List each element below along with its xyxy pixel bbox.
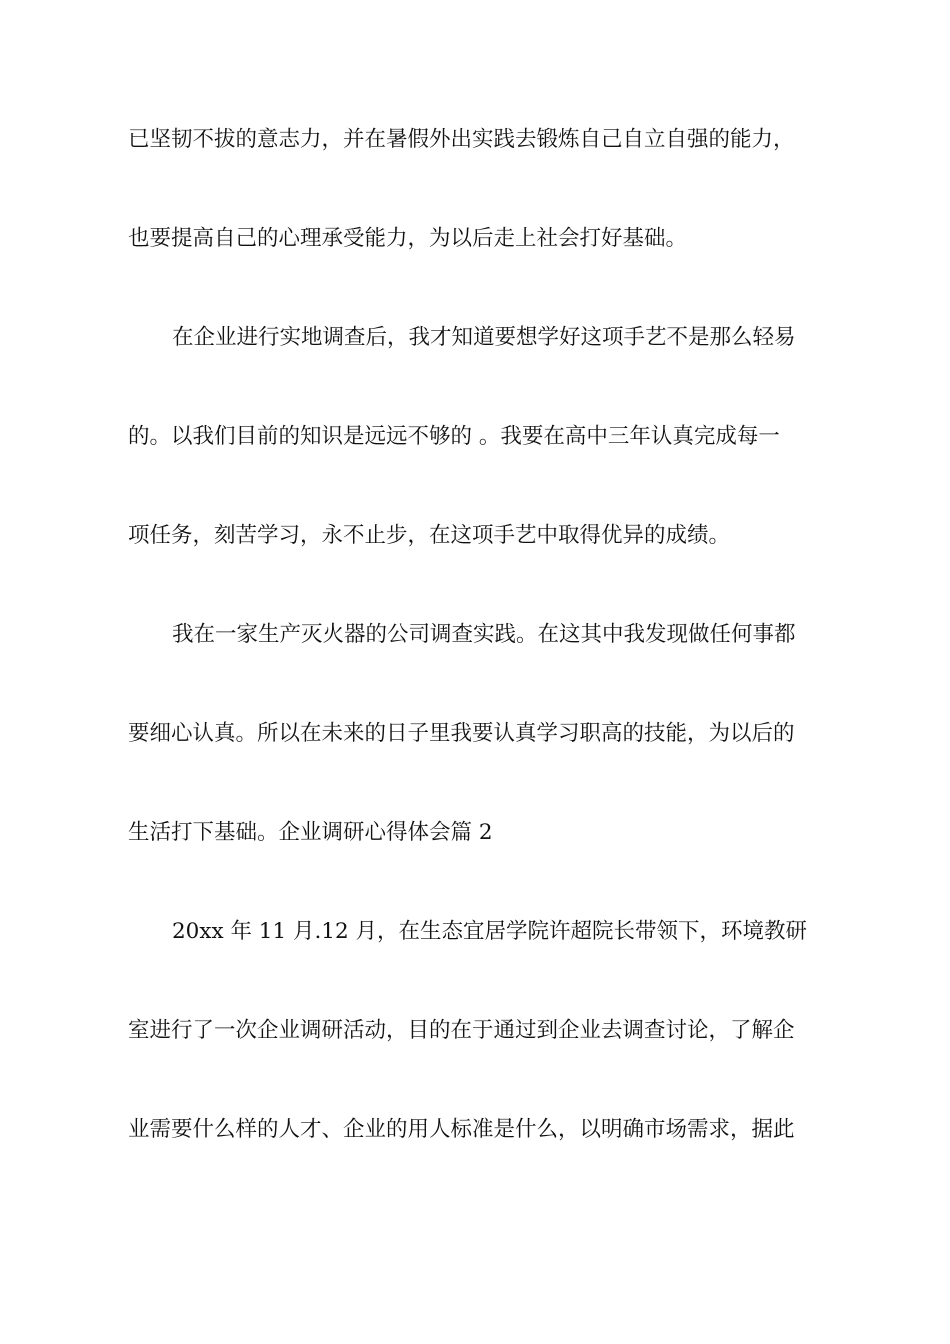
text-line-with-section-title: 生活打下基础。企业调研心得体会篇 2 <box>128 820 493 845</box>
paragraph-start-line: 在企业进行实地调查后，我才知道要想学好这项手艺不是那么轻易 <box>172 325 796 350</box>
text-line: 要细心认真。所以在未来的日子里我要认真学习职高的技能，为以后的 <box>128 721 795 746</box>
text-line: 项任务，刻苦学习，永不止步，在这项手艺中取得优异的成绩。 <box>128 523 731 548</box>
text-line: 的。以我们目前的知识是远远不够的 。我要在高中三年认真完成每一 <box>128 424 780 449</box>
paragraph-start-line: 我在一家生产灭火器的公司调查实践。在这其中我发现做任何事都 <box>172 622 796 647</box>
text-line: 也要提高自己的心理承受能力，为以后走上社会打好基础。 <box>128 226 688 251</box>
text-line: 已坚韧不拔的意志力，并在暑假外出实践去锻炼自己自立自强的能力， <box>128 127 795 152</box>
text-line: 室进行了一次企业调研活动，目的在于通过到企业去调查讨论，了解企 <box>128 1018 795 1043</box>
text-line: 业需要什么样的人才、企业的用人标准是什么，以明确市场需求，据此 <box>128 1117 795 1142</box>
paragraph-start-line: 20xx 年 11 月.12 月，在生态宜居学院许超院长带领下，环境教研 <box>172 919 807 944</box>
